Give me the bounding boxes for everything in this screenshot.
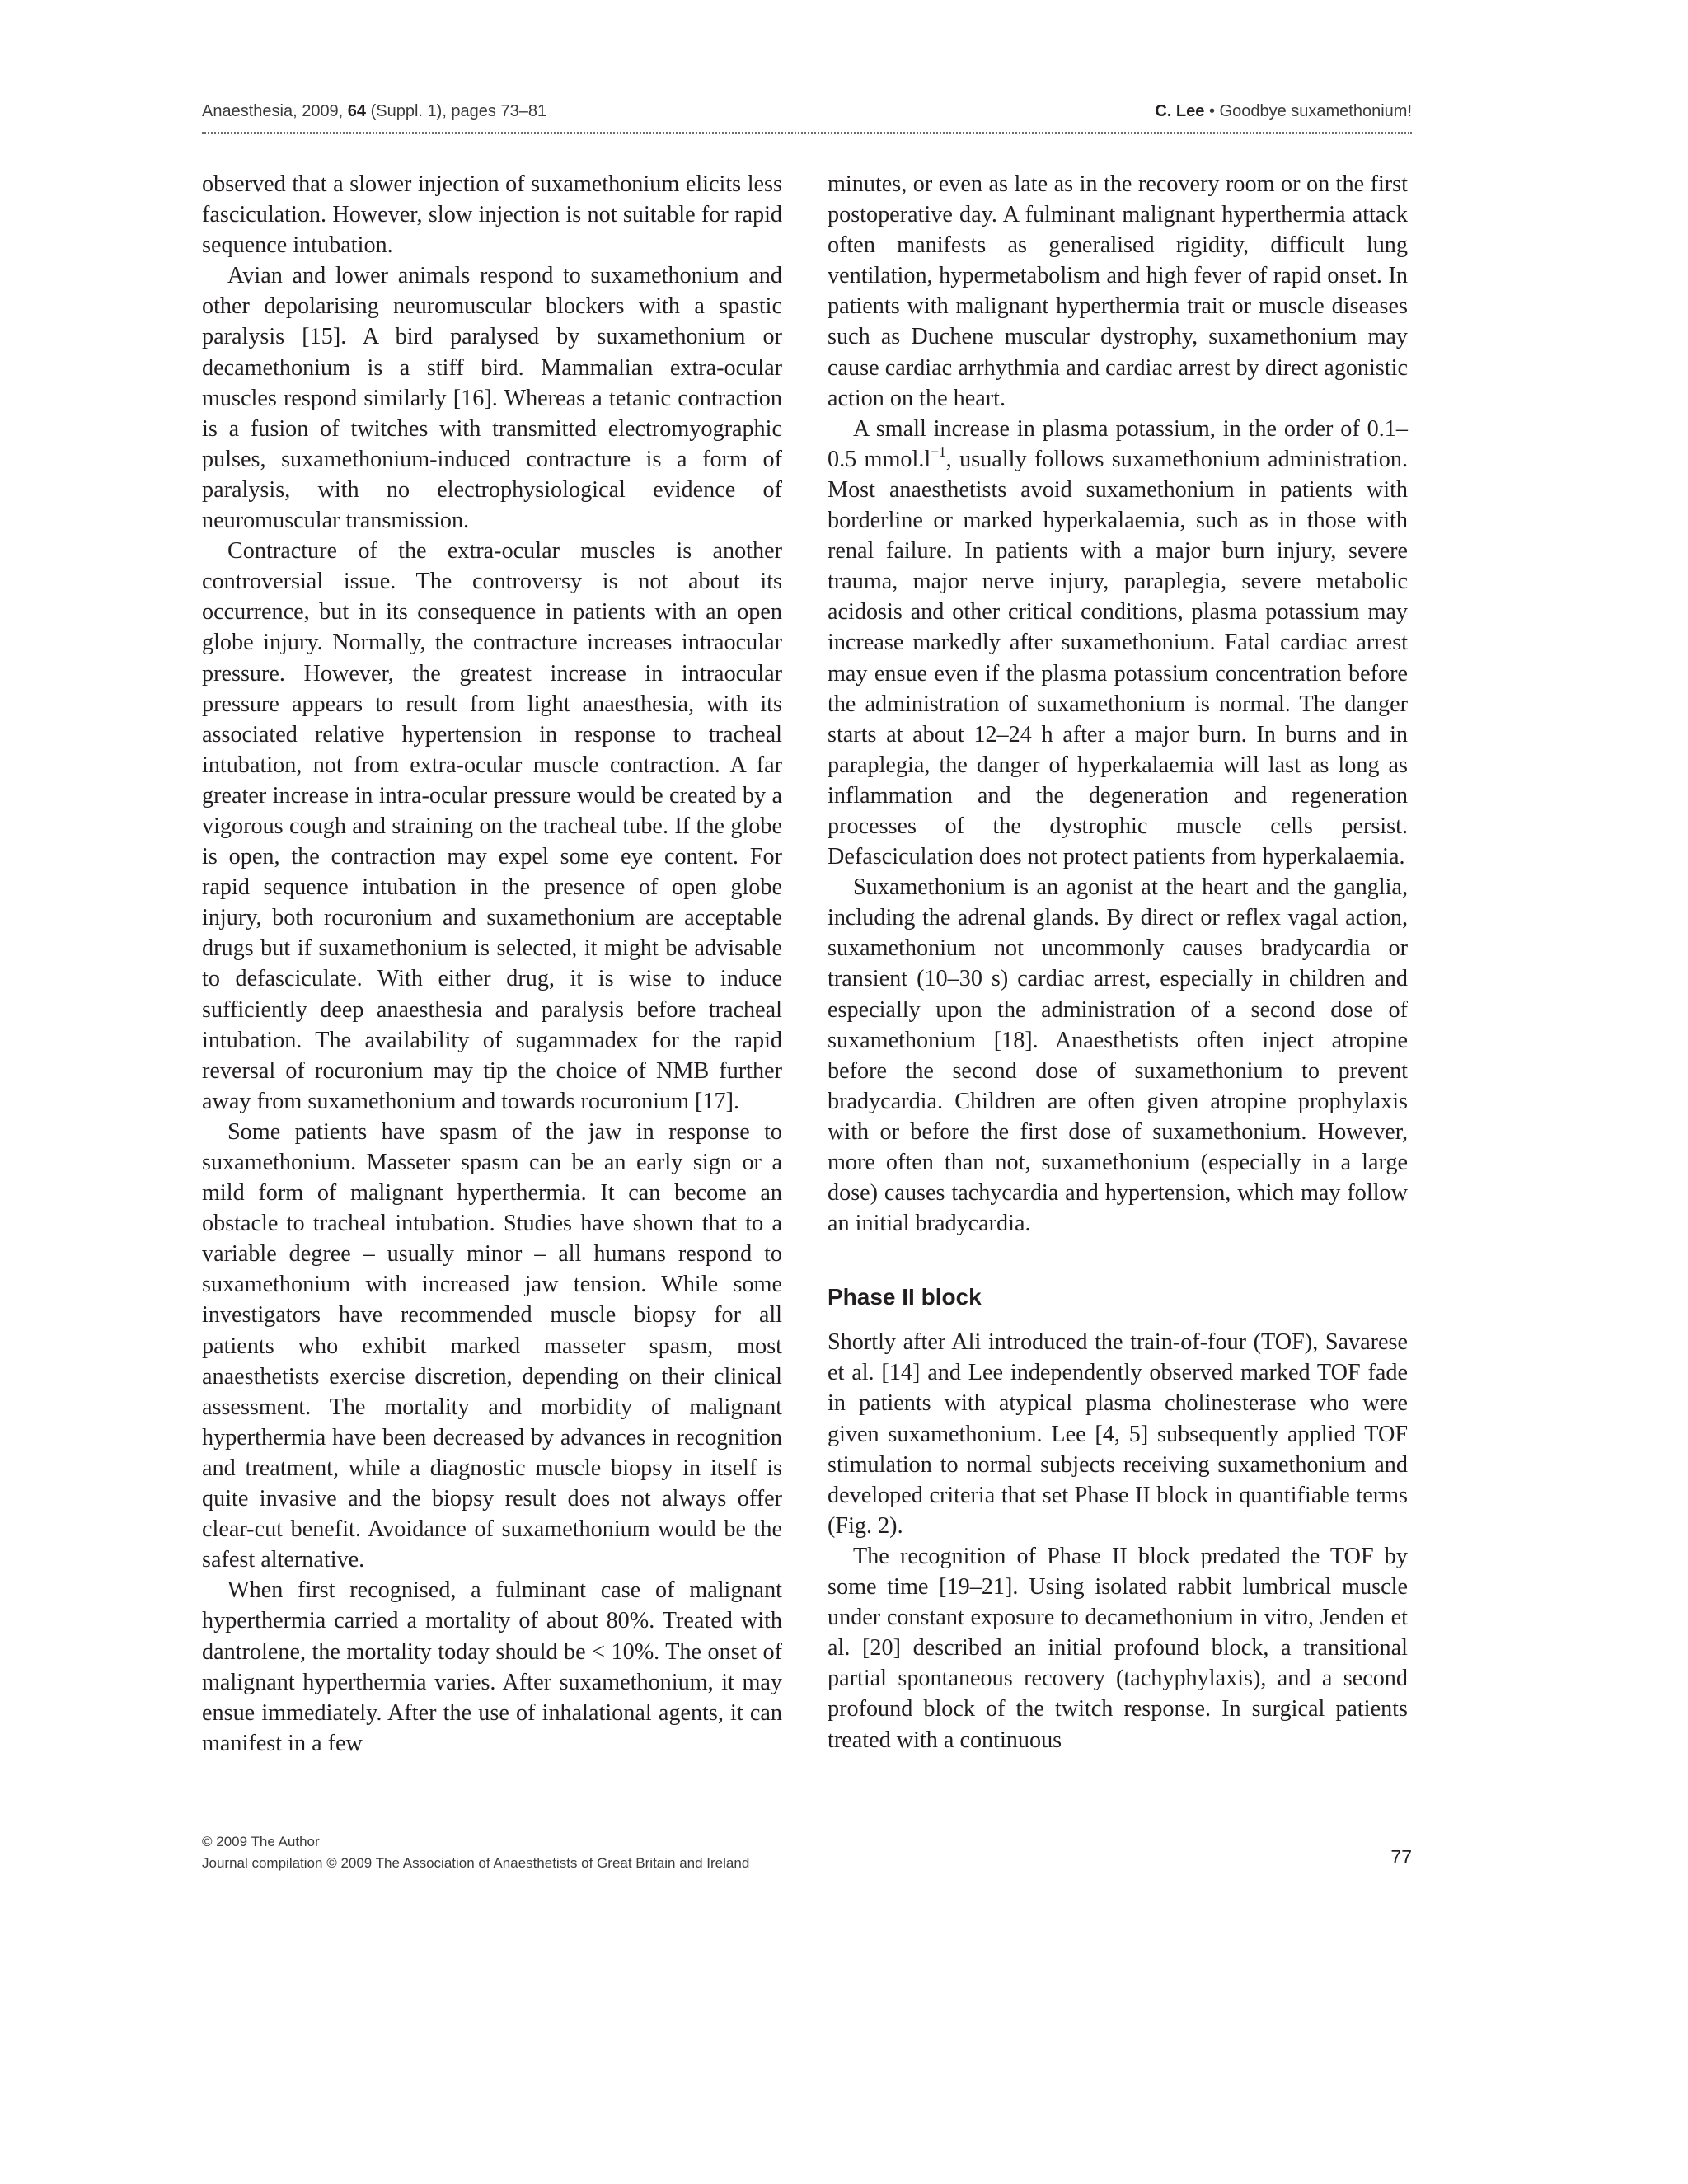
section-heading: Phase II block bbox=[828, 1284, 982, 1310]
superscript: −1 bbox=[931, 443, 946, 460]
paragraph: Suxamethonium is an agonist at the heart and the ganglia, including the adrenal glands. By direct or reflex vagal action, suxamethonium not uncommonly causes bradycardia or transient (10–30 s) cardiac arrest, especially in children and especially upon the administration of a second dose of suxamethonium [18]. Anaesthetists often inject atropine before the second dose of suxamethonium to prevent bradycardia. Children are often given atropine prophylaxis with or before the first dose of suxamethonium. However, more often than not, suxamethonium (especially in a large dose) causes tachycardia and hypertension, which may follow an initial bradycardia. bbox=[828, 874, 1408, 1237]
text-run: A small increase in plasma potassium, in the order of 0.1–0.5 mmol.l bbox=[828, 415, 1408, 472]
journal-citation bbox=[202, 102, 546, 121]
paragraph-potassium bbox=[828, 414, 1408, 872]
right-column bbox=[828, 169, 1408, 1755]
text-run: , usually follows suxamethonium administration. Most anaesthetists avoid suxamethonium in patients with borderline or marked hyperkalaemia, such as in those with renal failure. In patients with a major burn injury, severe trauma, major nerve injury, paraplegia, severe metabolic acidosis and other critical conditions, plasma potassium may increase markedly after suxamethonium. Fatal cardiac arrest may ensue even if the plasma potassium concentration before the administration of suxamethonium is normal. The danger starts at about 12–24 h after a major burn. In burns and in paraplegia, the danger of hyperkalaemia will last as long as inflammation and the degeneration and regeneration processes of the dystrophic muscle cells persist. Defasciculation does not protect patients from hyperkalaemia. bbox=[828, 446, 1409, 870]
paragraph: Some patients have spasm of the jaw in response to suxamethonium. Masseter spasm can be an early sign or a mild form of malignant hyperthermia. It can become an obstacle to tracheal intubation. Studies have shown that to a variable degree – usually minor – all humans respond to suxamethonium with increased jaw tension. While some investigators have recommended muscle biopsy for all patients who exhibit marked masseter spasm, most anaesthetists exercise discretion, depending on their clinical assessment. The mortality and morbidity of malignant hyperthermia have been decreased by advances in recognition and treatment, while a diagnostic muscle biopsy in itself is quite invasive and the biopsy result does not always offer clear-cut benefit. Avoidance of suxamethonium would be the safest alternative. bbox=[202, 1118, 782, 1573]
paragraph: Avian and lower animals respond to suxamethonium and other depolarising neuromuscular blockers with a spastic paralysis [15]. A bird paralysed by suxamethonium or decamethonium is a stiff bird. Mammalian extra-ocular muscles respond similarly [16]. Whereas a tetanic contraction is a fusion of twitches with transmitted electromyographic pulses, suxamethonium-induced contracture is a form of paralysis, with no electrophysiological evidence of neuromuscular transmission. bbox=[202, 263, 782, 534]
paragraph: Shortly after Ali introduced the train-of-four (TOF), Savarese et al. [14] and Lee independently observed marked TOF fade in patients with atypical plasma cholinesterase who were given suxamethonium. Lee [4, 5] subsequently applied TOF stimulation to normal subjects receiving suxamethonium and developed criteria that set Phase II block in quantifiable terms (Fig. 2). bbox=[828, 1329, 1408, 1539]
page-number: 77 bbox=[1390, 1846, 1412, 1868]
article-short-title bbox=[1155, 102, 1412, 121]
journal-volume: 64 bbox=[347, 102, 367, 120]
page-footer bbox=[202, 1831, 1412, 1874]
author-name: C. Lee bbox=[1155, 102, 1205, 120]
copyright: © 2009 The Author bbox=[202, 1834, 320, 1849]
running-head bbox=[202, 96, 1412, 134]
journal-name: Anaesthesia, 2009, bbox=[202, 102, 348, 120]
paragraph: Contracture of the extra-ocular muscles is another controversial issue. The controversy is not about its occurrence, but in its consequence in patients with an open globe injury. Normally, the contracture increases intraocular pressure. However, the greatest increase in intraocular pressure appears to result from light anaesthesia, with its associated relative hypertension in response to tracheal intubation, not from extra-ocular muscle contraction. A far greater increase in intra-ocular pressure would be created by a vigorous cough and straining on the tracheal tube. If the globe is open, the contraction may expel some eye content. For rapid sequence intubation in the presence of open globe injury, both rocuronium and suxamethonium are acceptable drugs but if suxamethonium is selected, it might be advisable to defasciculate. With either drug, it is wise to induce sufficiently deep anaesthesia and paralysis before tracheal intubation. The availability of sugammadex for the rapid reversal of rocuronium may tip the choice of NMB further away from suxamethonium and towards rocuronium [17]. bbox=[202, 538, 782, 1114]
journal-pages: (Suppl. 1), pages 73–81 bbox=[366, 102, 547, 120]
paragraph: observed that a slower injection of suxamethonium elicits less fasciculation. However, slow injection is not suitable for rapid sequence intubation. bbox=[202, 171, 782, 259]
left-column bbox=[202, 169, 782, 1759]
paragraph: minutes, or even as late as in the recovery room or on the first postoperative day. A fulminant malignant hyperthermia attack often manifests as generalised rigidity, difficult lung ventilation, hypermetabolism and high fever of rapid onset. In patients with malignant hyperthermia trait or muscle diseases such as Duchene muscular dystrophy, suxamethonium may cause cardiac arrhythmia and cardiac arrest by direct agonistic action on the heart. bbox=[828, 171, 1408, 411]
paragraph: When first recognised, a fulminant case of malignant hyperthermia carried a mortality of about 80%. Treated with dantrolene, the mortality today should be < 10%. The onset of malignant hyperthermia varies. After suxamethonium, it may ensue immediately. After the use of inhalational agents, it can manifest in a few bbox=[202, 1577, 782, 1756]
short-title: Goodbye suxamethonium! bbox=[1219, 102, 1412, 120]
paragraph: The recognition of Phase II block predated the TOF by some time [19–21]. Using isolated rabbit lumbrical muscle under constant exposure to decamethonium in vitro, Jenden et al. [20] described an initial profound block, a transitional partial spontaneous recovery (tachyphylaxis), and a second profound block of the twitch response. In surgical patients treated with a continuous bbox=[828, 1543, 1408, 1753]
bullet-separator: • bbox=[1204, 102, 1220, 120]
journal-compilation: Journal compilation © 2009 The Association of Anaesthetists of Great Britain and Ireland bbox=[202, 1855, 750, 1871]
